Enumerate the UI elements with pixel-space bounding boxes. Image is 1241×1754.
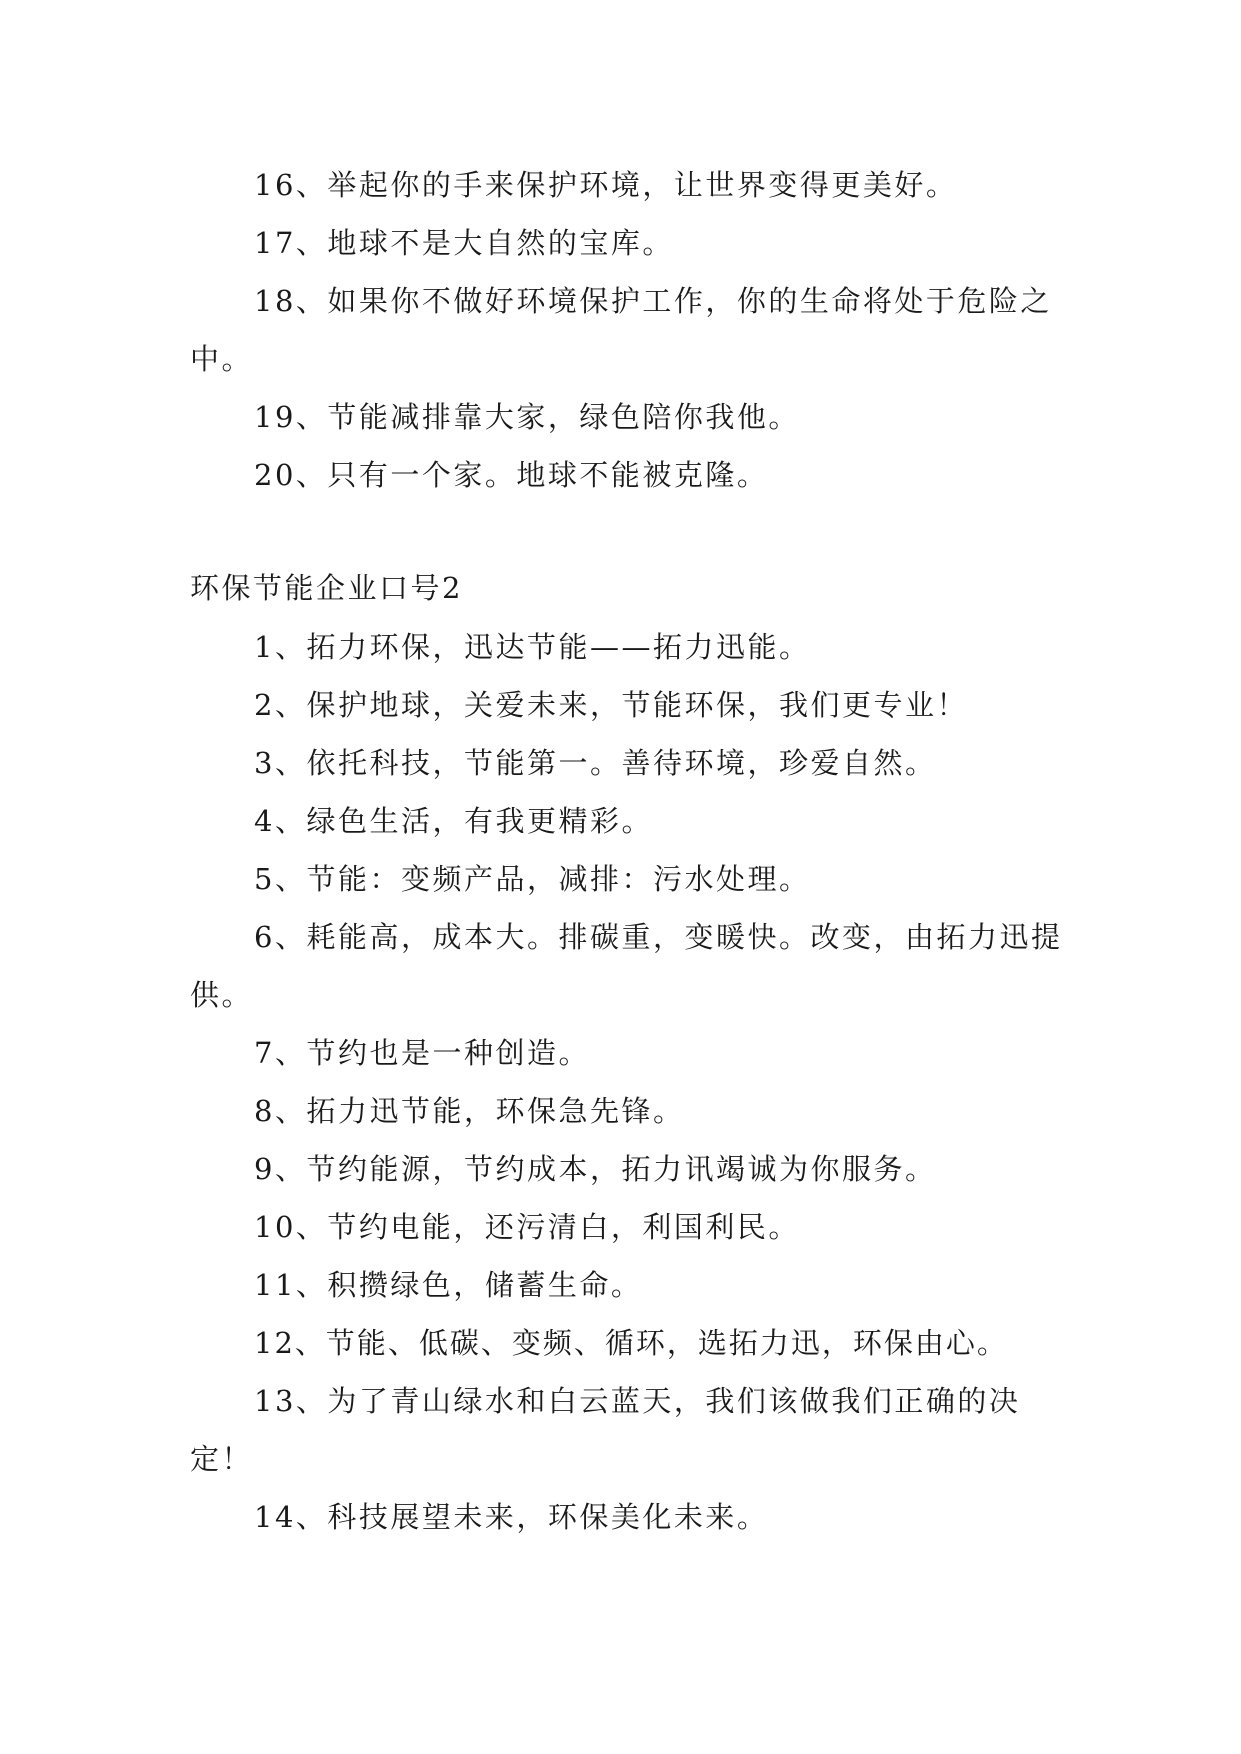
list-item: 7、节约也是一种创造。 xyxy=(254,1036,590,1070)
list-item: 14、科技展望未来，环保美化未来。 xyxy=(254,1500,769,1534)
list-item: 4、绿色生活，有我更精彩。 xyxy=(254,804,653,838)
list-item: 5、节能：变频产品，减排：污水处理。 xyxy=(254,862,811,896)
list-item: 1、拓力环保，迅达节能——拓力迅能。 xyxy=(254,630,811,664)
list-item: 12、节能、低碳、变频、循环，选拓力迅，环保由心。 xyxy=(254,1326,1008,1360)
list-item: 3、依托科技，节能第一。善待环境，珍爱自然。 xyxy=(254,746,937,780)
list-item: 8、拓力迅节能，环保急先锋。 xyxy=(254,1094,685,1128)
list-item: 9、节约能源，节约成本，拓力讯竭诚为你服务。 xyxy=(254,1152,937,1186)
list-item: 17、地球不是大自然的宝库。 xyxy=(254,226,674,260)
list-item: 2、保护地球，关爱未来，节能环保，我们更专业！ xyxy=(254,688,968,722)
list-item: 16、举起你的手来保护环境，让世界变得更美好。 xyxy=(254,168,958,202)
list-item: 11、积攒绿色，储蓄生命。 xyxy=(254,1268,643,1302)
list-item: 6、耗能高，成本大。排碳重，变暖快。改变，由拓力迅提供。 xyxy=(190,920,1063,1012)
section-heading: 环保节能企业口号2 xyxy=(190,571,463,605)
list-item: 19、节能减排靠大家，绿色陪你我他。 xyxy=(254,400,800,434)
list-item: 13、为了青山绿水和白云蓝天，我们该做我们正确的决定！ xyxy=(190,1384,1021,1476)
list-item: 18、如果你不做好环境保护工作，你的生命将处于危险之中。 xyxy=(190,284,1052,376)
list-item: 10、节约电能，还污清白，利国利民。 xyxy=(254,1210,800,1244)
list-item: 20、只有一个家。地球不能被克隆。 xyxy=(254,458,769,492)
